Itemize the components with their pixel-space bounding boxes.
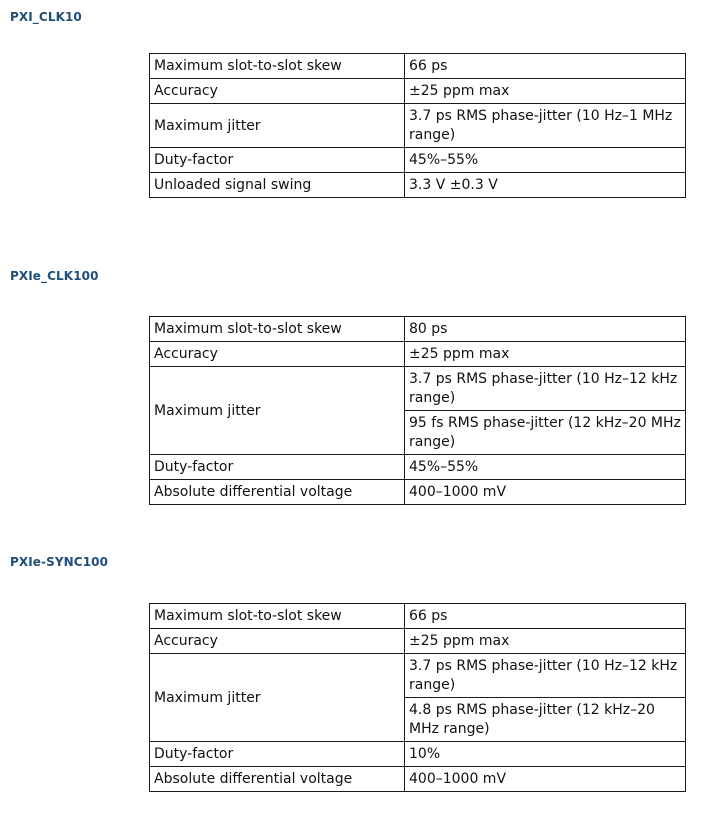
table-row <box>150 173 686 198</box>
row-value: 3.7 ps RMS phase-jitter (10 Hz–1 MHz range) <box>405 104 686 148</box>
row-value: 4.8 ps RMS phase-jitter (12 kHz–20 MHz range) <box>405 698 686 742</box>
spec-table-pxi-clk10 <box>149 53 686 198</box>
section-title-pxie-clk100: PXIe_CLK100 <box>10 269 99 283</box>
row-label: Maximum slot-to-slot skew <box>150 604 405 629</box>
row-value: 3.7 ps RMS phase-jitter (10 Hz–12 kHz range) <box>405 367 686 411</box>
row-value: 45%–55% <box>405 148 686 173</box>
spec-table-pxie-clk100 <box>149 316 686 505</box>
row-value: 80 ps <box>405 317 686 342</box>
spec-table-pxie-sync100 <box>149 603 686 792</box>
section-title-pxi-clk10: PXI_CLK10 <box>10 10 82 24</box>
row-label: Absolute differential voltage <box>150 767 405 792</box>
row-value: 66 ps <box>405 604 686 629</box>
row-label: Maximum slot-to-slot skew <box>150 54 405 79</box>
row-label: Duty-factor <box>150 455 405 480</box>
table-row <box>150 604 686 629</box>
row-label: Maximum slot-to-slot skew <box>150 317 405 342</box>
table-row <box>150 54 686 79</box>
row-value: ±25 ppm max <box>405 342 686 367</box>
row-value: 3.7 ps RMS phase-jitter (10 Hz–12 kHz range) <box>405 654 686 698</box>
row-value: 10% <box>405 742 686 767</box>
row-value: ±25 ppm max <box>405 79 686 104</box>
table-row <box>150 767 686 792</box>
row-label: Accuracy <box>150 629 405 654</box>
row-value: 66 ps <box>405 54 686 79</box>
row-value: 400–1000 mV <box>405 767 686 792</box>
table-row <box>150 79 686 104</box>
table-row <box>150 317 686 342</box>
table-row <box>150 480 686 505</box>
row-label: Duty-factor <box>150 742 405 767</box>
row-label: Maximum jitter <box>150 654 405 742</box>
row-label: Accuracy <box>150 342 405 367</box>
row-label: Duty-factor <box>150 148 405 173</box>
row-value: 3.3 V ±0.3 V <box>405 173 686 198</box>
row-value: 95 fs RMS phase-jitter (12 kHz–20 MHz range) <box>405 411 686 455</box>
table-row <box>150 367 686 411</box>
table-row <box>150 104 686 148</box>
table-row <box>150 342 686 367</box>
row-label: Maximum jitter <box>150 367 405 455</box>
row-value: 400–1000 mV <box>405 480 686 505</box>
section-title-pxie-sync100: PXIe-SYNC100 <box>10 555 109 569</box>
row-value: 45%–55% <box>405 455 686 480</box>
row-label: Maximum jitter <box>150 104 405 148</box>
table-row <box>150 455 686 480</box>
table-row <box>150 654 686 698</box>
table-row <box>150 148 686 173</box>
row-label: Accuracy <box>150 79 405 104</box>
row-value: ±25 ppm max <box>405 629 686 654</box>
table-row <box>150 629 686 654</box>
row-label: Absolute differential voltage <box>150 480 405 505</box>
table-row <box>150 742 686 767</box>
row-label: Unloaded signal swing <box>150 173 405 198</box>
